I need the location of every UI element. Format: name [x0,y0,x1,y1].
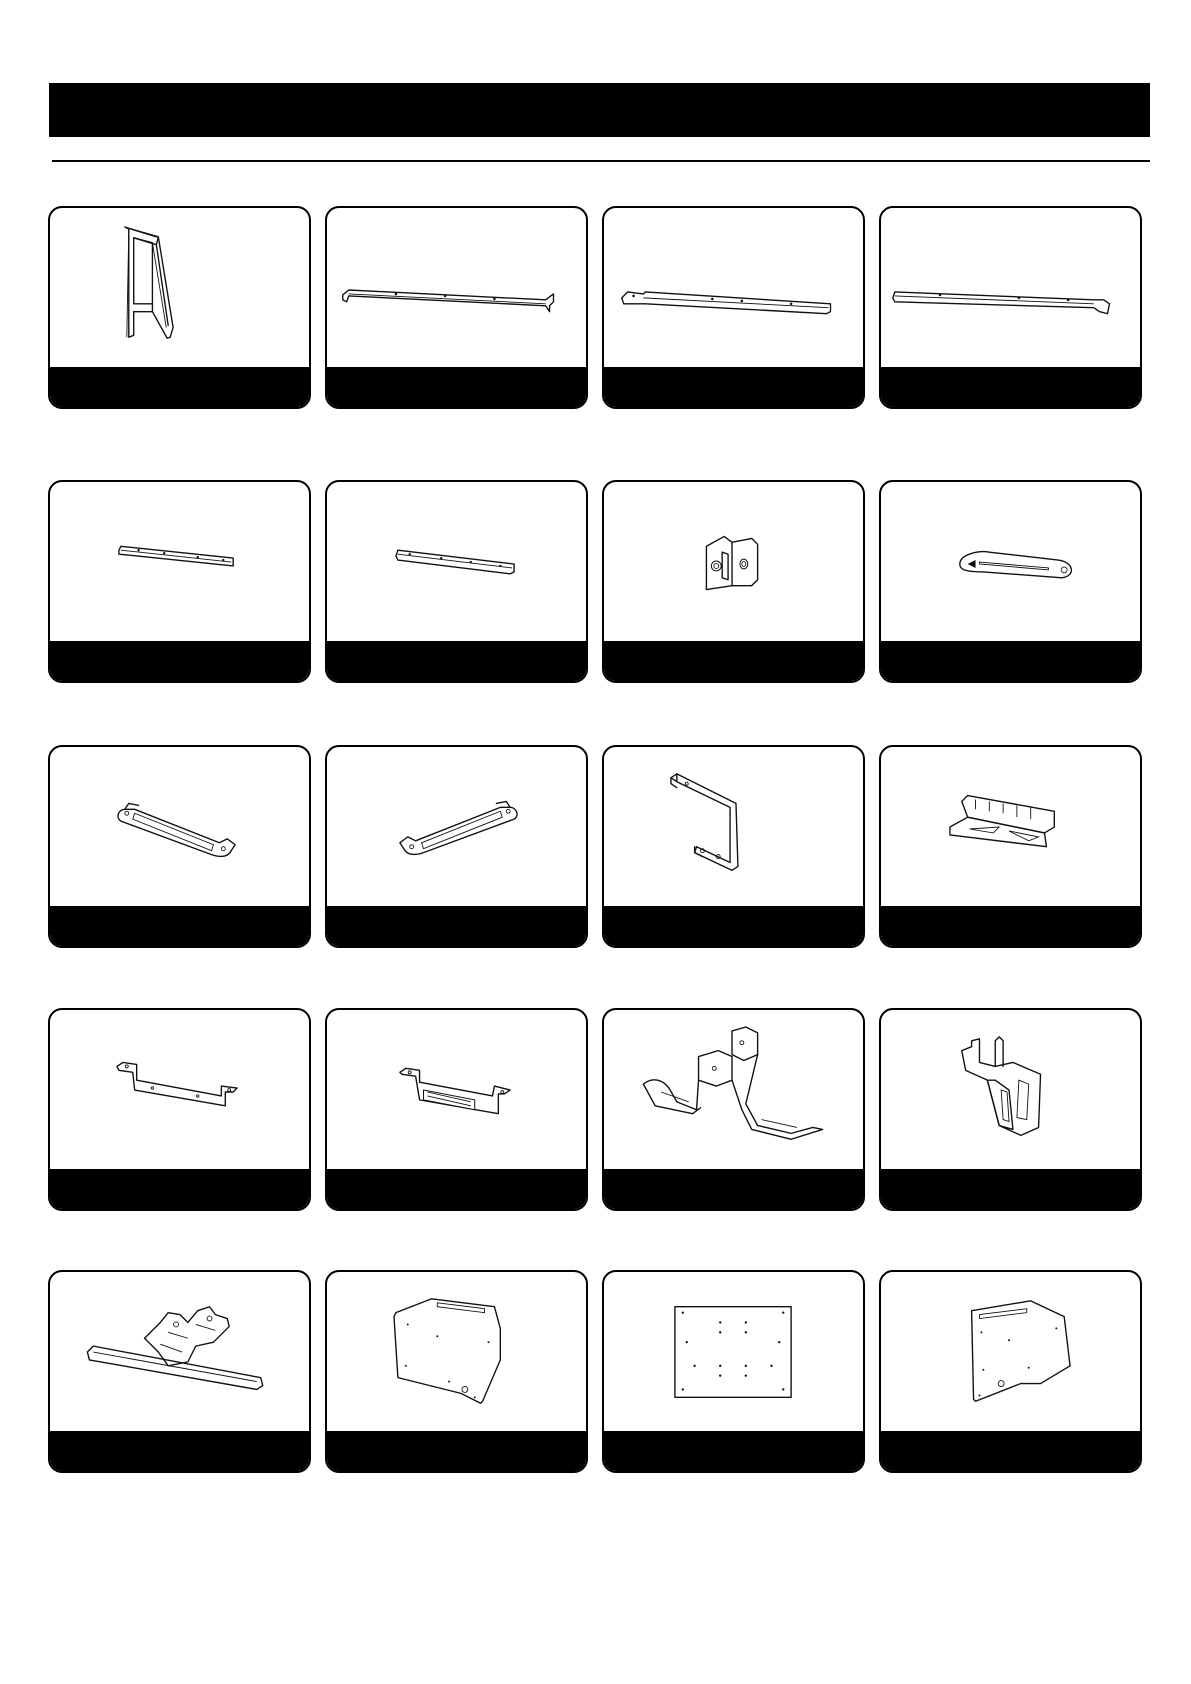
part-label [881,906,1140,946]
part-label [881,1169,1140,1209]
part-card [602,480,865,683]
part-label [327,641,586,681]
part-label [50,641,309,681]
curved-slot-bracket-drawing [50,747,309,911]
part-label [50,1431,309,1471]
part-card [602,745,865,948]
part-label [327,367,586,407]
part-card [325,1270,588,1473]
part-label [50,367,309,407]
long-rail-drawing [327,208,586,372]
part-label [881,641,1140,681]
part-card [879,1270,1142,1473]
part-card [325,1008,588,1211]
part-card [325,206,588,409]
angle-bracket-drawing [604,482,863,646]
part-card [48,745,311,948]
part-label [881,1431,1140,1471]
header-divider [52,160,1150,162]
frame-stand-drawing [50,208,309,372]
part-card [602,206,865,409]
slotted-channel-drawing [881,747,1140,911]
part-label [327,1431,586,1471]
side-plate-drawing [881,1272,1140,1436]
part-card [879,206,1142,409]
part-label [327,1169,586,1209]
part-label [327,906,586,946]
side-plate-drawing [327,1272,586,1436]
u-bracket-drawing [50,1010,309,1174]
part-card [325,480,588,683]
pedal-mount-drawing [604,1010,863,1174]
part-card [879,480,1142,683]
part-card [48,1270,311,1473]
part-label [881,367,1140,407]
part-label [604,641,863,681]
part-card [48,1008,311,1211]
curved-slot-bracket-drawing [327,747,586,911]
part-label [604,906,863,946]
part-label [604,367,863,407]
slotted-plate-drawing [881,482,1140,646]
j-bracket-drawing [604,747,863,911]
part-label [604,1431,863,1471]
shifter-bracket-drawing [881,1010,1140,1174]
part-card [325,745,588,948]
header-bar [49,83,1150,137]
labeled-u-bracket-drawing [327,1010,586,1174]
part-label [50,1169,309,1209]
short-rail-drawing [50,482,309,646]
part-card [48,206,311,409]
short-rail-drawing [327,482,586,646]
part-card [879,1008,1142,1211]
part-label [50,906,309,946]
part-card [48,480,311,683]
seat-slider-drawing [50,1272,309,1436]
long-rail-drawing [604,208,863,372]
part-card [602,1008,865,1211]
part-card [879,745,1142,948]
part-card [602,1270,865,1473]
long-rail-drawing [881,208,1140,372]
part-label [604,1169,863,1209]
square-plate-drawing [604,1272,863,1436]
